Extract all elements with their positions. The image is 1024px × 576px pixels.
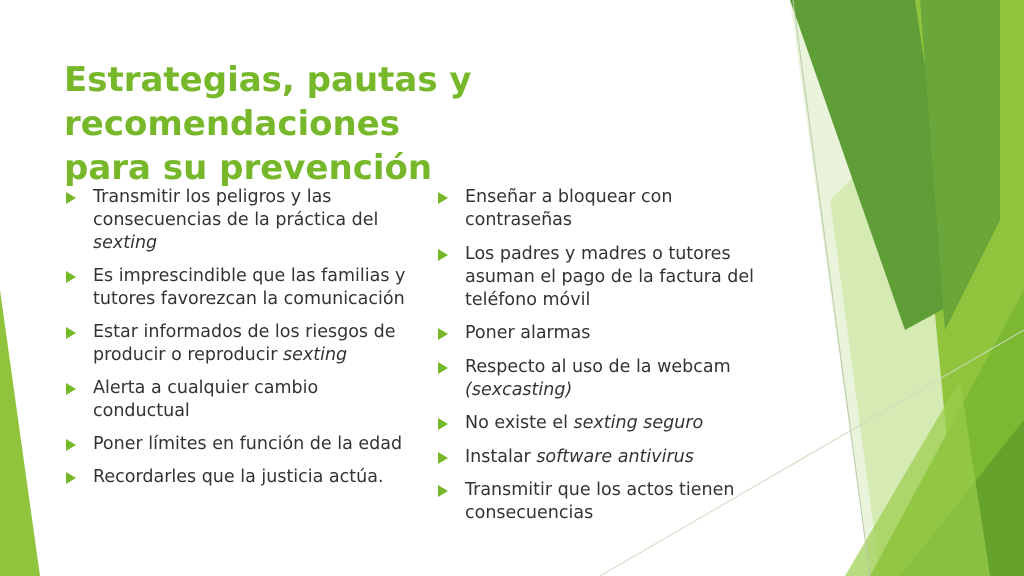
bullet-arrow-icon	[438, 362, 448, 374]
bullet-arrow-icon	[66, 271, 76, 283]
list-item: Poner alarmas	[436, 322, 766, 345]
list-item: Los padres y madres o tutores asuman el pago de la factura del teléfono móvil	[436, 243, 766, 312]
right-bullet-list	[436, 186, 766, 536]
list-item: Recordarles que la justicia actúa.	[64, 466, 414, 489]
bullet-arrow-icon	[438, 328, 448, 340]
left-bullet-list	[64, 186, 414, 499]
bullet-arrow-icon	[438, 192, 448, 204]
deco-left-facet	[0, 290, 40, 576]
bullet-arrow-icon	[438, 418, 448, 430]
bullet-arrow-icon	[66, 439, 76, 451]
list-item: Alerta a cualquier cambio conductual	[64, 377, 414, 423]
bullet-arrow-icon	[66, 327, 76, 339]
list-item: Estar informados de los riesgos de producir o reproducir sexting	[64, 321, 414, 367]
list-item: Es imprescindible que las familias y tutores favorezcan la comunicación	[64, 265, 414, 311]
bullet-arrow-icon	[438, 485, 448, 497]
bullet-arrow-icon	[438, 452, 448, 464]
bullet-arrow-icon	[66, 383, 76, 395]
bullet-arrow-icon	[66, 472, 76, 484]
list-item: Poner límites en función de la edad	[64, 433, 414, 456]
list-item: Respecto al uso de la webcam (sexcasting)	[436, 356, 766, 402]
list-item: Enseñar a bloquear con contraseñas	[436, 186, 766, 232]
title-line-2: para su prevención	[64, 148, 433, 188]
list-item: Transmitir los peligros y las consecuencias de la práctica del sexting	[64, 186, 414, 255]
list-item: No existe el sexting seguro	[436, 412, 766, 435]
title-line-1: Estrategias, pautas y recomendaciones	[64, 60, 472, 144]
list-item: Instalar software antivirus	[436, 446, 766, 469]
bullet-arrow-icon	[438, 249, 448, 261]
slide-title	[64, 58, 784, 190]
bullet-arrow-icon	[66, 192, 76, 204]
list-item: Transmitir que los actos tienen consecuencias	[436, 479, 766, 525]
